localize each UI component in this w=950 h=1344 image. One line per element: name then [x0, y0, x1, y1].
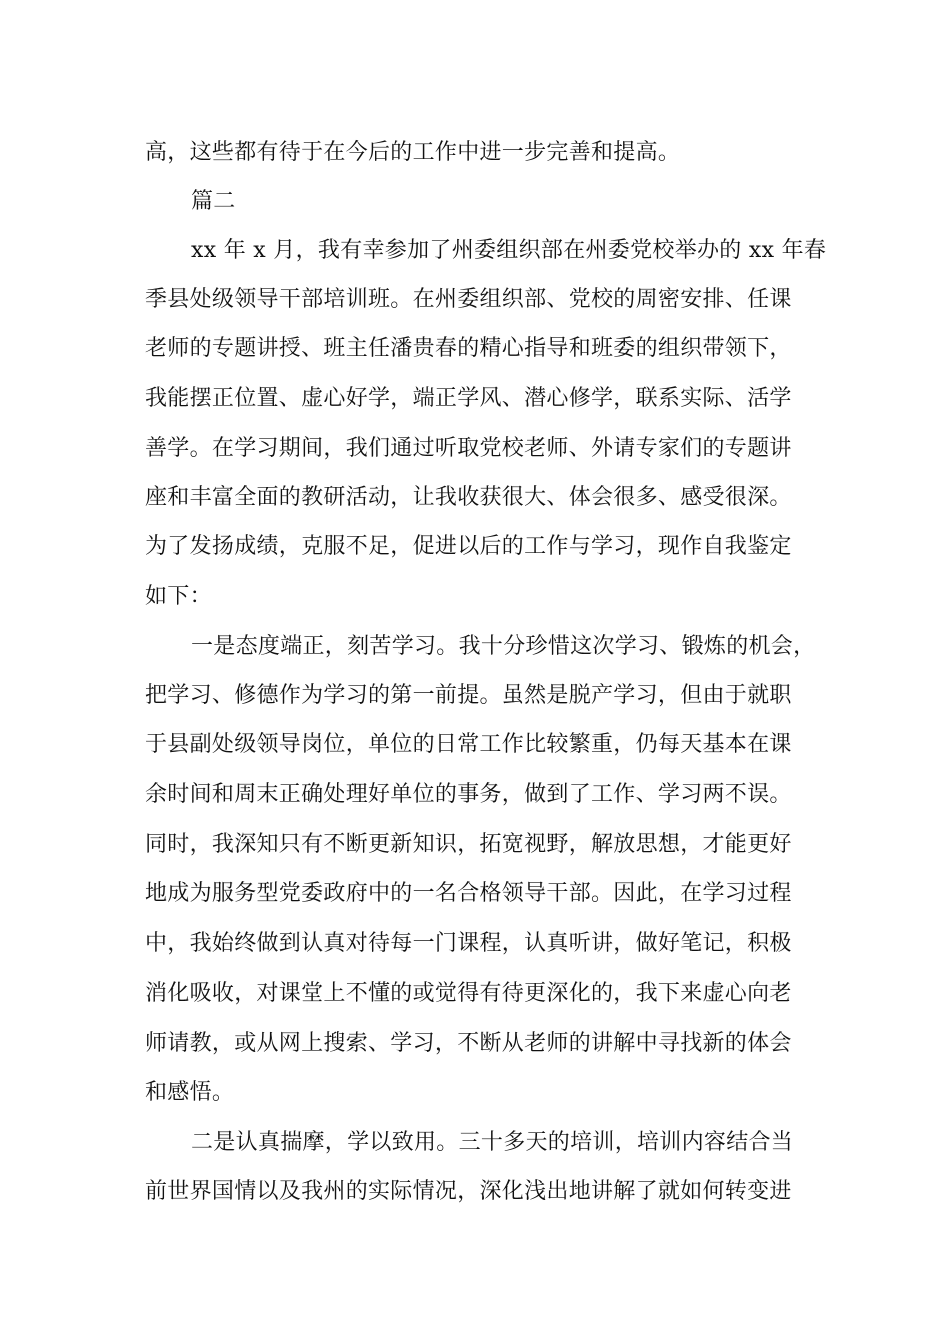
text-line-10: 如下： — [145, 584, 212, 609]
text-line-8: 座和丰富全面的教研活动，让我收获很大、体会很多、感受很深。 — [145, 485, 792, 510]
text-line-1: 高，这些都有待于在今后的工作中进一步完善和提高。 — [145, 140, 681, 165]
text-line-12: 把学习、修德作为学习的第一前提。虽然是脱产学习，但由于就职 — [145, 683, 792, 708]
text-line-15: 同时，我深知只有不断更新知识，拓宽视野，解放思想，才能更好 — [145, 832, 792, 857]
text-line-4: 季县处级领导干部培训班。在州委组织部、党校的周密安排、任课 — [145, 287, 792, 312]
text-line-16: 地成为服务型党委政府中的一名合格领导干部。因此，在学习过程 — [145, 881, 792, 906]
text-line-19: 师请教，或从网上搜索、学习，不断从老师的讲解中寻找新的体会 — [145, 1031, 792, 1056]
text-line-20: 和感悟。 — [145, 1080, 235, 1105]
text-line-6: 我能摆正位置、虚心好学，端正学风、潜心修学，联系实际、活学 — [145, 386, 792, 411]
text-line-21: 二是认真揣摩，学以致用。三十多天的培训，培训内容结合当 — [191, 1130, 794, 1155]
text-line-17: 中，我始终做到认真对待每一门课程，认真听讲，做好笔记，积极 — [145, 931, 792, 956]
text-line-13: 于县副处级领导岗位，单位的日常工作比较繁重，仍每天基本在课 — [145, 732, 792, 757]
text-line-18: 消化吸收，对课堂上不懂的或觉得有待更深化的，我下来虚心向老 — [145, 981, 792, 1006]
text-line-3: xx 年 x 月，我有幸参加了州委组织部在州委党校举办的 xx 年春 — [191, 238, 827, 263]
text-line-7: 善学。在学习期间，我们通过听取党校老师、外请专家们的专题讲 — [145, 436, 792, 461]
text-line-9: 为了发扬成绩，克服不足，促进以后的工作与学习，现作自我鉴定 — [145, 534, 792, 559]
text-line-22: 前世界国情以及我州的实际情况，深化浅出地讲解了就如何转变进 — [145, 1179, 792, 1204]
text-line-5: 老师的专题讲授、班主任潘贵春的精心指导和班委的组织带领下， — [145, 336, 792, 361]
text-line-14: 余时间和周末正确处理好单位的事务，做到了工作、学习两不误。 — [145, 782, 792, 807]
section-heading: 篇二 — [191, 189, 236, 214]
text-line-11: 一是态度端正，刻苦学习。我十分珍惜这次学习、锻炼的机会， — [191, 634, 816, 659]
